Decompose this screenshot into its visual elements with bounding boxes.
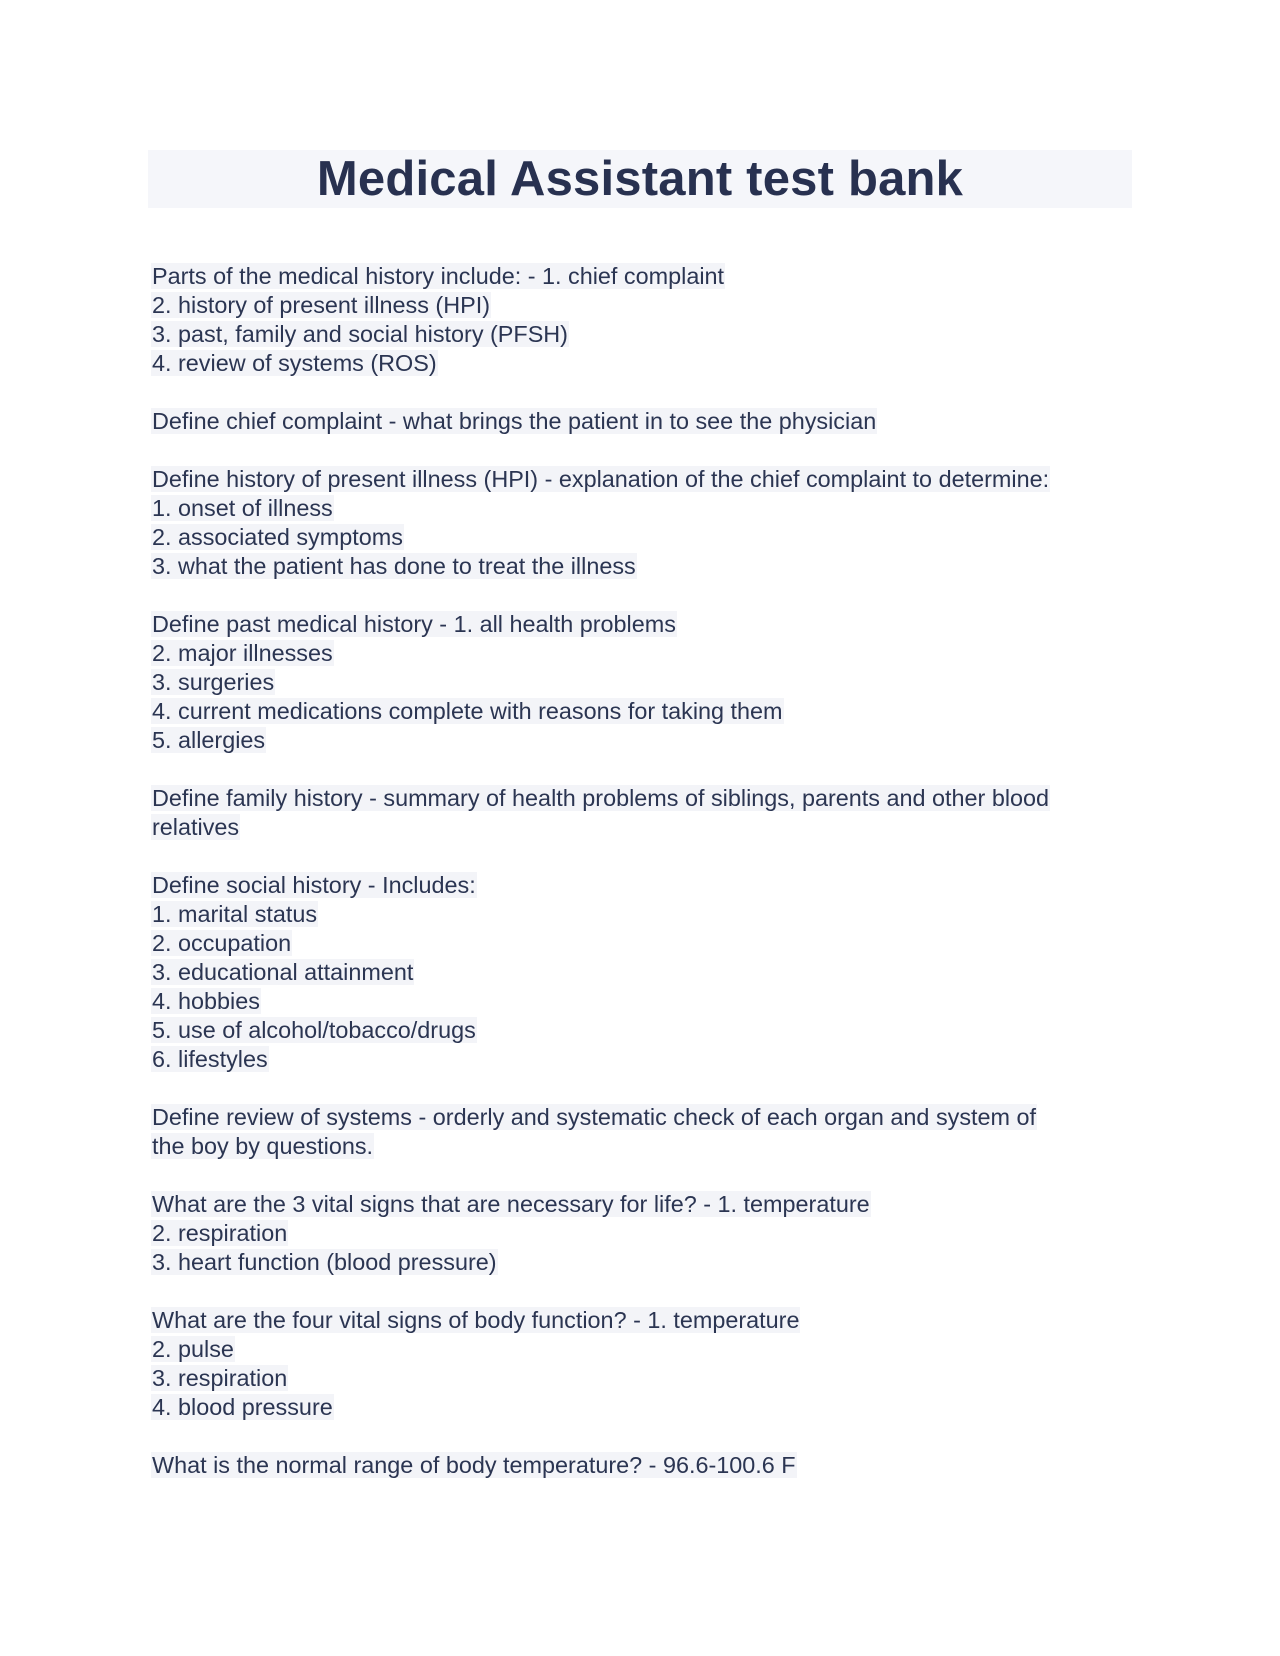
qa-entry-1 [151, 262, 1131, 378]
qa-entry-9 [151, 1306, 1131, 1422]
text-line: What are the 3 vital signs that are necessary for life? - 1. temperature [152, 1191, 870, 1217]
text-line: the boy by questions. [152, 1133, 374, 1159]
text-line: Define review of systems - orderly and systematic check of each organ and system of [152, 1104, 1037, 1130]
text-line: Define social history - Includes: [152, 872, 476, 898]
text-line: 3. heart function (blood pressure) [152, 1249, 497, 1275]
text-line: Define family history - summary of health problems of siblings, parents and other blood [152, 785, 1050, 811]
qa-entry-7 [151, 1103, 1131, 1161]
qa-entry-10 [151, 1451, 1131, 1480]
text-line: Define past medical history - 1. all health problems [152, 611, 676, 637]
text-line: 4. blood pressure [152, 1394, 333, 1420]
text-line: 2. respiration [152, 1220, 288, 1246]
text-line: 3. what the patient has done to treat the illness [152, 553, 636, 579]
text-line: 6. lifestyles [152, 1046, 268, 1072]
qa-entry-6 [151, 871, 1131, 1074]
text-line: 3. respiration [152, 1365, 288, 1391]
qa-list [151, 262, 1131, 1509]
text-line: 2. occupation [152, 930, 292, 956]
text-line: relatives [152, 814, 240, 840]
text-line: What is the normal range of body temperature? - 96.6-100.6 F [152, 1452, 796, 1478]
text-line: 4. hobbies [152, 988, 260, 1014]
text-line: 4. current medications complete with reasons for taking them [152, 698, 783, 724]
qa-entry-4 [151, 610, 1131, 755]
qa-entry-3 [151, 465, 1131, 581]
text-line: 2. major illnesses [152, 640, 333, 666]
text-line: 2. pulse [152, 1336, 234, 1362]
text-line: 2. history of present illness (HPI) [152, 292, 490, 318]
text-line: 3. past, family and social history (PFSH) [152, 321, 568, 347]
title-band [148, 150, 1132, 208]
text-line: Define chief complaint - what brings the patient in to see the physician [152, 408, 877, 434]
text-line: 1. onset of illness [152, 495, 333, 521]
qa-entry-5 [151, 784, 1131, 842]
page-title: Medical Assistant test bank [316, 151, 964, 206]
text-line: 4. review of systems (ROS) [152, 350, 437, 376]
text-line: 2. associated symptoms [152, 524, 403, 550]
qa-entry-2 [151, 407, 1131, 436]
text-line: Parts of the medical history include: - 1. chief complaint [152, 263, 725, 289]
text-line: 1. marital status [152, 901, 318, 927]
qa-entry-8 [151, 1190, 1131, 1277]
text-line: What are the four vital signs of body function? - 1. temperature [152, 1307, 800, 1333]
text-line: 3. surgeries [152, 669, 275, 695]
text-line: Define history of present illness (HPI) - explanation of the chief complaint to determine: [152, 466, 1050, 492]
text-line: 5. allergies [152, 727, 266, 753]
text-line: 3. educational attainment [152, 959, 414, 985]
text-line: 5. use of alcohol/tobacco/drugs [152, 1017, 476, 1043]
